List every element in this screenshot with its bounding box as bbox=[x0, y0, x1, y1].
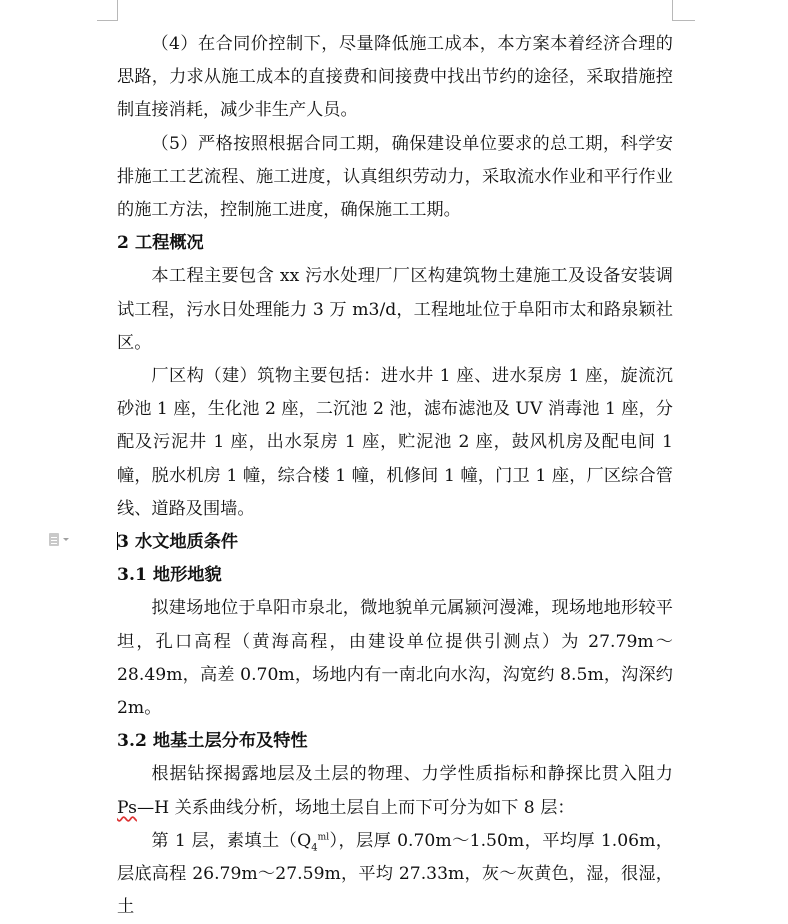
section-heading-3-number: 3 bbox=[117, 532, 129, 553]
paragraph-soil-layers bbox=[117, 758, 673, 824]
section-heading-3-1: 3.1 地形地貌 bbox=[117, 565, 222, 586]
paragraph-soil-text-b: —H 关系曲线分析，场地土层自上而下可分为如下 8 层： bbox=[136, 797, 575, 818]
page-corner-mark-right bbox=[672, 0, 695, 21]
document-icon bbox=[49, 533, 59, 546]
section-heading-3-title: 水文地质条件 bbox=[128, 532, 239, 553]
paragraph-layer-1-text-b: ），层厚 0.70m～1.50m，平均厚 1.06m，层底高程 26.79m～27.59m，平均 27.33m，灰～灰黄色，湿，很湿，土 bbox=[117, 830, 673, 918]
paragraph-options-icon[interactable] bbox=[49, 531, 77, 547]
section-heading-3 bbox=[117, 526, 673, 559]
paragraph-project-overview: 本工程主要包含 xx 污水处理厂厂区构建筑物土建施工及设备安装调试工程，污水日处理能力 3 万 m3/d，工程地址位于阜阳市太和路泉颖社区。 bbox=[117, 266, 673, 353]
paragraph-item-5: （5）严格按照根据合同工期，确保建设单位要求的总工期，科学安排施工工艺流程、施工进度，认真组织劳动力，采取流水作业和平行作业的施工方法，控制施工进度，确保施工工期。 bbox=[117, 133, 673, 221]
spellcheck-word: Ps bbox=[117, 797, 137, 818]
chevron-down-icon bbox=[63, 538, 69, 541]
section-heading-2: 2 工程概况 bbox=[117, 233, 204, 254]
document-page[interactable] bbox=[117, 28, 673, 924]
paragraph-structures: 厂区构（建）筑物主要包括：进水井 1 座、进水泵房 1 座，旋流沉砂池 1 座，生化池 2 座，二沉池 2 池，滤布滤池及 UV 消毒池 1 座，分配及污泥井 1 座，出水泵房 1 座，贮泥池 2 座，鼓风机房及配电间 1 幢，脱水机房 1 幢，综合楼 1 幢，机修间 1 幢，门卫 1 座，厂区综合管线、道路及围墙。 bbox=[117, 366, 673, 519]
paragraph-layer-1-text-a: 第 1 层，素填土（Q bbox=[151, 830, 312, 851]
section-heading-3-2: 3.2 地基土层分布及特性 bbox=[117, 731, 308, 752]
paragraph-layer-1-subscript: 4 bbox=[311, 842, 318, 854]
paragraph-soil-text-a: 根据钻探揭露地层及土层的物理、力学性质指标和静探比贯入阻力 bbox=[151, 764, 673, 785]
paragraph-item-4: （4）在合同价控制下，尽量降低施工成本，本方案本着经济合理的思路，力求从施工成本的直接费和间接费中找出节约的途径，采取措施控制直接消耗，减少非生产人员。 bbox=[117, 34, 673, 121]
paragraph-layer-1 bbox=[117, 825, 673, 924]
paragraph-terrain: 拟建场地位于阜阳市泉北，微地貌单元属颍河漫滩，现场地地形较平坦，孔口高程（黄海高程，由建设单位提供引测点）为 27.79m～28.49m，高差 0.70m，场地内有一南北向水沟，沟宽约 8.5m，沟深约 2m。 bbox=[117, 598, 673, 719]
page-corner-mark-left bbox=[97, 0, 118, 21]
paragraph-layer-1-superscript: ml bbox=[317, 832, 330, 843]
